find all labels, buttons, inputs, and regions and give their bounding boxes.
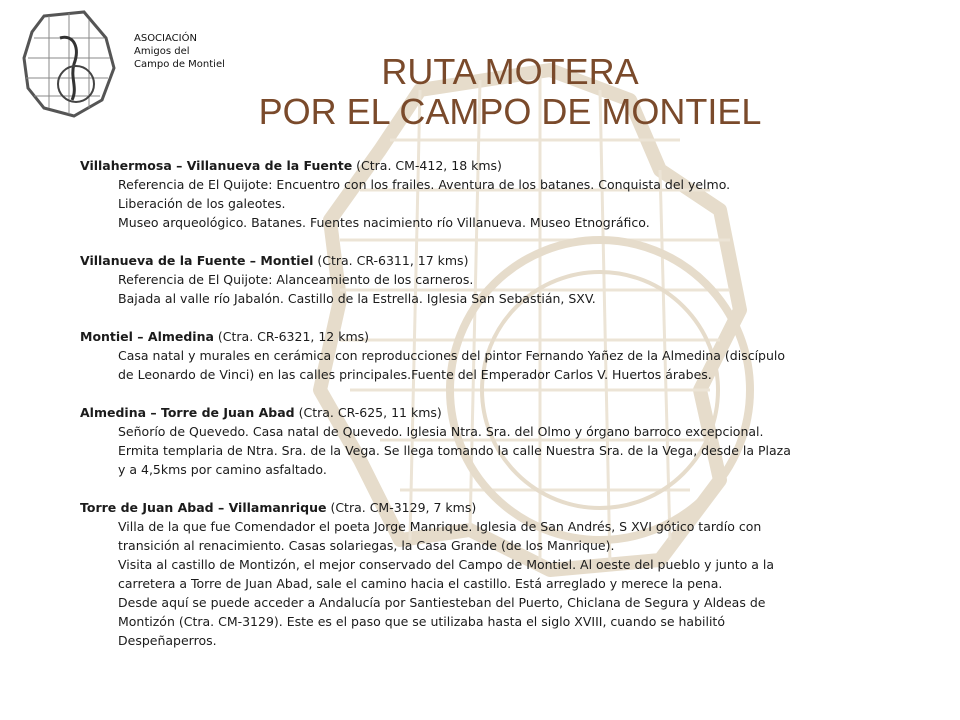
route-line: transición al renacimiento. Casas solariegas, la Casa Grande (de los Manrique). (118, 538, 615, 553)
route-line: y a 4,5kms por camino asfaltado. (118, 462, 327, 477)
route-item (80, 156, 940, 232)
route-line: de Leonardo de Vinci) en las calles principales.Fuente del Emperador Carlos V. Huertos árabes. (118, 367, 712, 382)
route-line: Bajada al valle río Jabalón. Castillo de la Estrella. Iglesia San Sebastián, SXV. (118, 291, 596, 306)
route-road: (Ctra. CR-625, 11 kms) (294, 405, 442, 420)
route-line: Liberación de los galeotes. (118, 196, 286, 211)
route-line: Señorío de Quevedo. Casa natal de Quevedo. Iglesia Ntra. Sra. del Olmo y órgano barroco excepcional. (118, 424, 764, 439)
route-heading (80, 403, 940, 422)
route-road: (Ctra. CR-6321, 12 kms) (213, 329, 370, 344)
route-heading (80, 327, 940, 346)
route-description (80, 346, 940, 384)
route-line: Villa de la que fue Comendador el poeta Jorge Manrique. Iglesia de San Andrés, S XVI gótico tardío con (118, 519, 762, 534)
route-item (80, 251, 940, 308)
route-line: Desde aquí se puede acceder a Andalucía por Santiesteban del Puerto, Chiclana de Segura y Aldeas de (118, 595, 766, 610)
route-line: Referencia de El Quijote: Alanceamiento de los carneros. (118, 272, 474, 287)
route-line: Referencia de El Quijote: Encuentro con los frailes. Aventura de los batanes. Conquista del yelmo. (118, 177, 731, 192)
route-heading (80, 251, 940, 270)
route-description (80, 175, 940, 232)
route-item (80, 498, 940, 650)
route-description (80, 517, 940, 650)
route-item (80, 403, 940, 479)
route-name: Villanueva de la Fuente – Montiel (80, 253, 314, 268)
route-line: Despeñaperros. (118, 633, 217, 648)
route-line: Museo arqueológico. Batanes. Fuentes nacimiento río Villanueva. Museo Etnográfico. (118, 215, 650, 230)
page-title: RUTA MOTERA (381, 51, 639, 92)
route-line: carretera a Torre de Juan Abad, sale el camino hacia el castillo. Está arreglado y merece la pena. (118, 576, 723, 591)
quixote-silhouette-icon (14, 8, 126, 120)
route-name: Almedina – Torre de Juan Abad (80, 405, 295, 420)
route-road: (Ctra. CR-6311, 17 kms) (313, 253, 469, 268)
route-item (80, 327, 940, 384)
route-list (80, 156, 940, 669)
association-line: Amigos del (134, 46, 190, 57)
route-road: (Ctra. CM-3129, 7 kms) (326, 500, 477, 515)
route-description (80, 422, 940, 479)
association-line: ASOCIACIÓN (134, 33, 197, 44)
route-heading (80, 498, 940, 517)
route-name: Torre de Juan Abad – Villamanrique (80, 500, 327, 515)
association-line: Campo de Montiel (134, 59, 225, 70)
route-heading (80, 156, 940, 175)
route-name: Montiel – Almedina (80, 329, 214, 344)
route-line: Ermita templaria de Ntra. Sra. de la Vega. Se llega tomando la calle Nuestra Sra. de la Vega, desde la Plaza (118, 443, 791, 458)
route-line: Montizón (Ctra. CM-3129). Este es el paso que se utilizaba hasta el siglo XVIII, cuando se habilitó (118, 614, 725, 629)
route-road: (Ctra. CM-412, 18 kms) (352, 158, 502, 173)
route-line: Visita al castillo de Montizón, el mejor conservado del Campo de Montiel. Al oeste del pueblo y junto a la (118, 557, 775, 572)
route-description (80, 270, 940, 308)
route-name: Villahermosa – Villanueva de la Fuente (80, 158, 353, 173)
page-subtitle: POR EL CAMPO DE MONTIEL (258, 91, 762, 132)
route-line: Casa natal y murales en cerámica con reproducciones del pintor Fernando Yañez de la Almedina (discípulo (118, 348, 786, 363)
